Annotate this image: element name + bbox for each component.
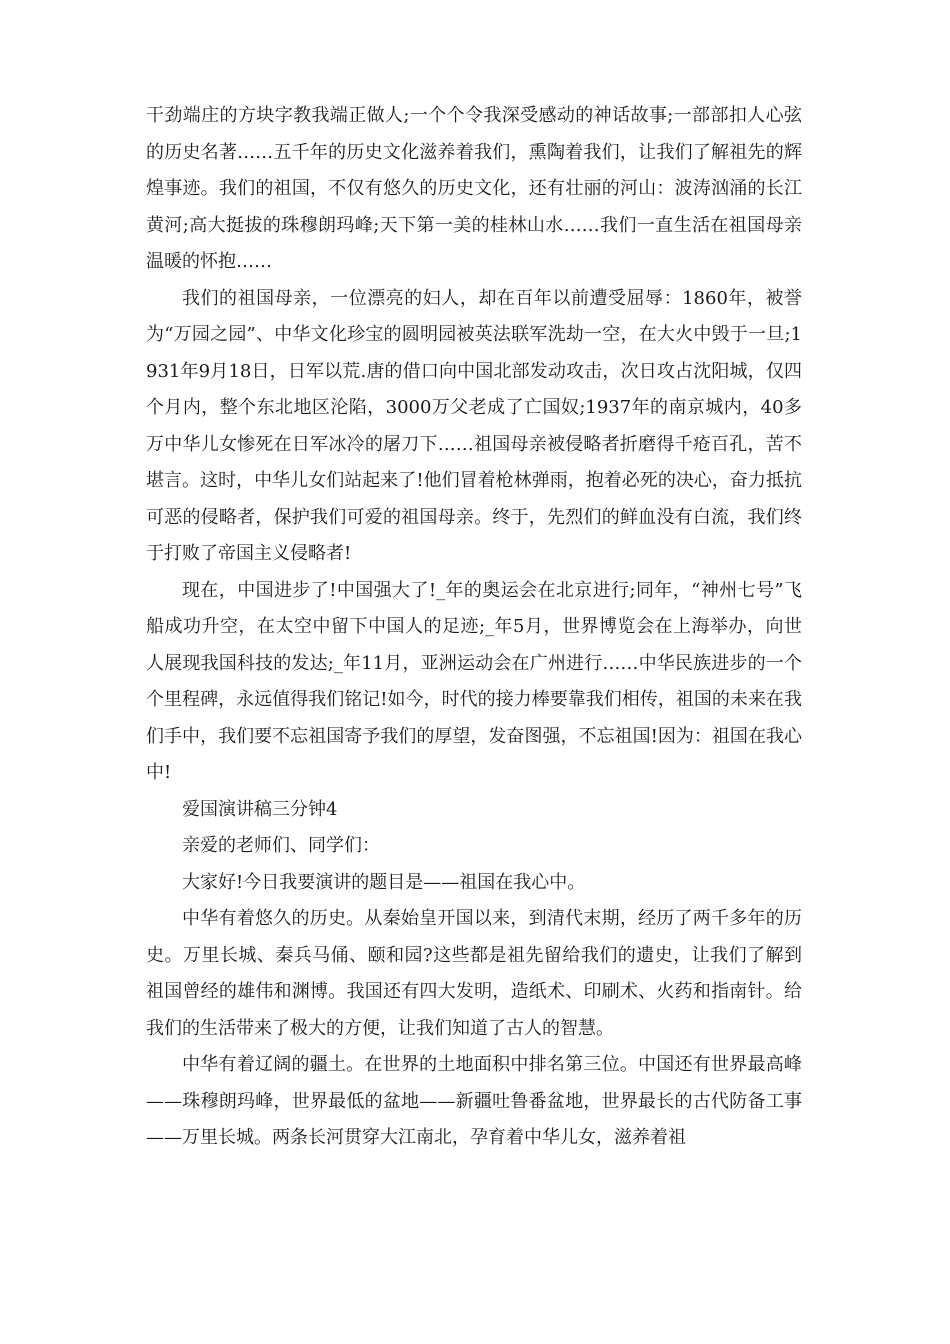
salutation: 亲爱的老师们、同学们： <box>182 835 380 856</box>
paragraph-long-history: 中华有着悠久的历史。从秦始皇开国以来，到清代末期，经历了两千多年的历史。万里长城、秦兵马俑、颐和园?这些都是祖先留给我们的遗史，让我们了解到祖国曾经的雄伟和渊博。我国还有四大发明，造纸术、印刷术、火药和指南针。给我们的生活带来了极大的方便，让我们知道了古人的智慧。 <box>146 908 802 1039</box>
speech-opening: 大家好!今日我要演讲的题目是——祖国在我心中。 <box>182 871 586 893</box>
paragraph-china-progress: 现在，中国进步了!中国强大了!_年的奥运会在北京进行;同年，“神州七号”飞船成功升空，在太空中留下中国人的足迹;_年5月，世界博览会在上海举办，向世人展现我国科技的发达;_年11月，亚洲运动会在广州进行……中华民族进步的一个个里程碑，永远值得我们铭记!如今，时代的接力棒要靠我们相传，祖国的未来在我们手中，我们要不忘祖国寄予我们的厚望，发奋图强，不忘祖国!因为：祖国在我心中! <box>146 579 802 783</box>
document-page <box>146 98 802 1157</box>
paragraph-history-humiliation: 我们的祖国母亲，一位漂亮的妇人，却在百年以前遭受屈辱：1860年，被誉为“万园之园”、中华文化珍宝的圆明园被英法联军洗劫一空，在大火中毁于一旦;1931年9月18日，日军以荒.唐的借口向中国北部发动攻击，次日攻占沈阳城，仅四个月内，整个东北地区沦陷，3000万父老成了亡国奴;1937年的南京城内，40多万中华儿女惨死在日军冰冷的屠刀下……祖国母亲被侵略者折磨得千疮百孔，苦不堪言。这时，中华儿女们站起来了!他们冒着枪林弹雨，抱着必死的决心，奋力抵抗可恶的侵略者，保护我们可爱的祖国母亲。终于，先烈们的鲜血没有白流，我们终于打败了帝国主义侵略者! <box>146 287 802 564</box>
paragraph-vast-territory: 中华有着辽阔的疆土。在世界的土地面积中排名第三位。中国还有世界最高峰——珠穆朗玛峰，世界最低的盆地——新疆吐鲁番盆地，世界最长的古代防备工事——万里长城。两条长河贯穿大江南北，孕育着中华儿女，滋养着祖 <box>146 1054 802 1148</box>
paragraph-continuation: 干劲端庄的方块字教我端正做人;一个个令我深受感动的神话故事;一部部扣人心弦的历史名著……五千年的历史文化滋养着我们，熏陶着我们，让我们了解祖先的辉煌事迹。我们的祖国，不仅有悠久的历史文化，还有壮丽的河山：波涛汹涌的长江黄河;高大挺拔的珠穆朗玛峰;天下第一美的桂林山水……我们一直生活在祖国母亲温暖的怀抱…… <box>146 105 802 272</box>
section-heading: 爱国演讲稿三分钟4 <box>182 798 338 820</box>
